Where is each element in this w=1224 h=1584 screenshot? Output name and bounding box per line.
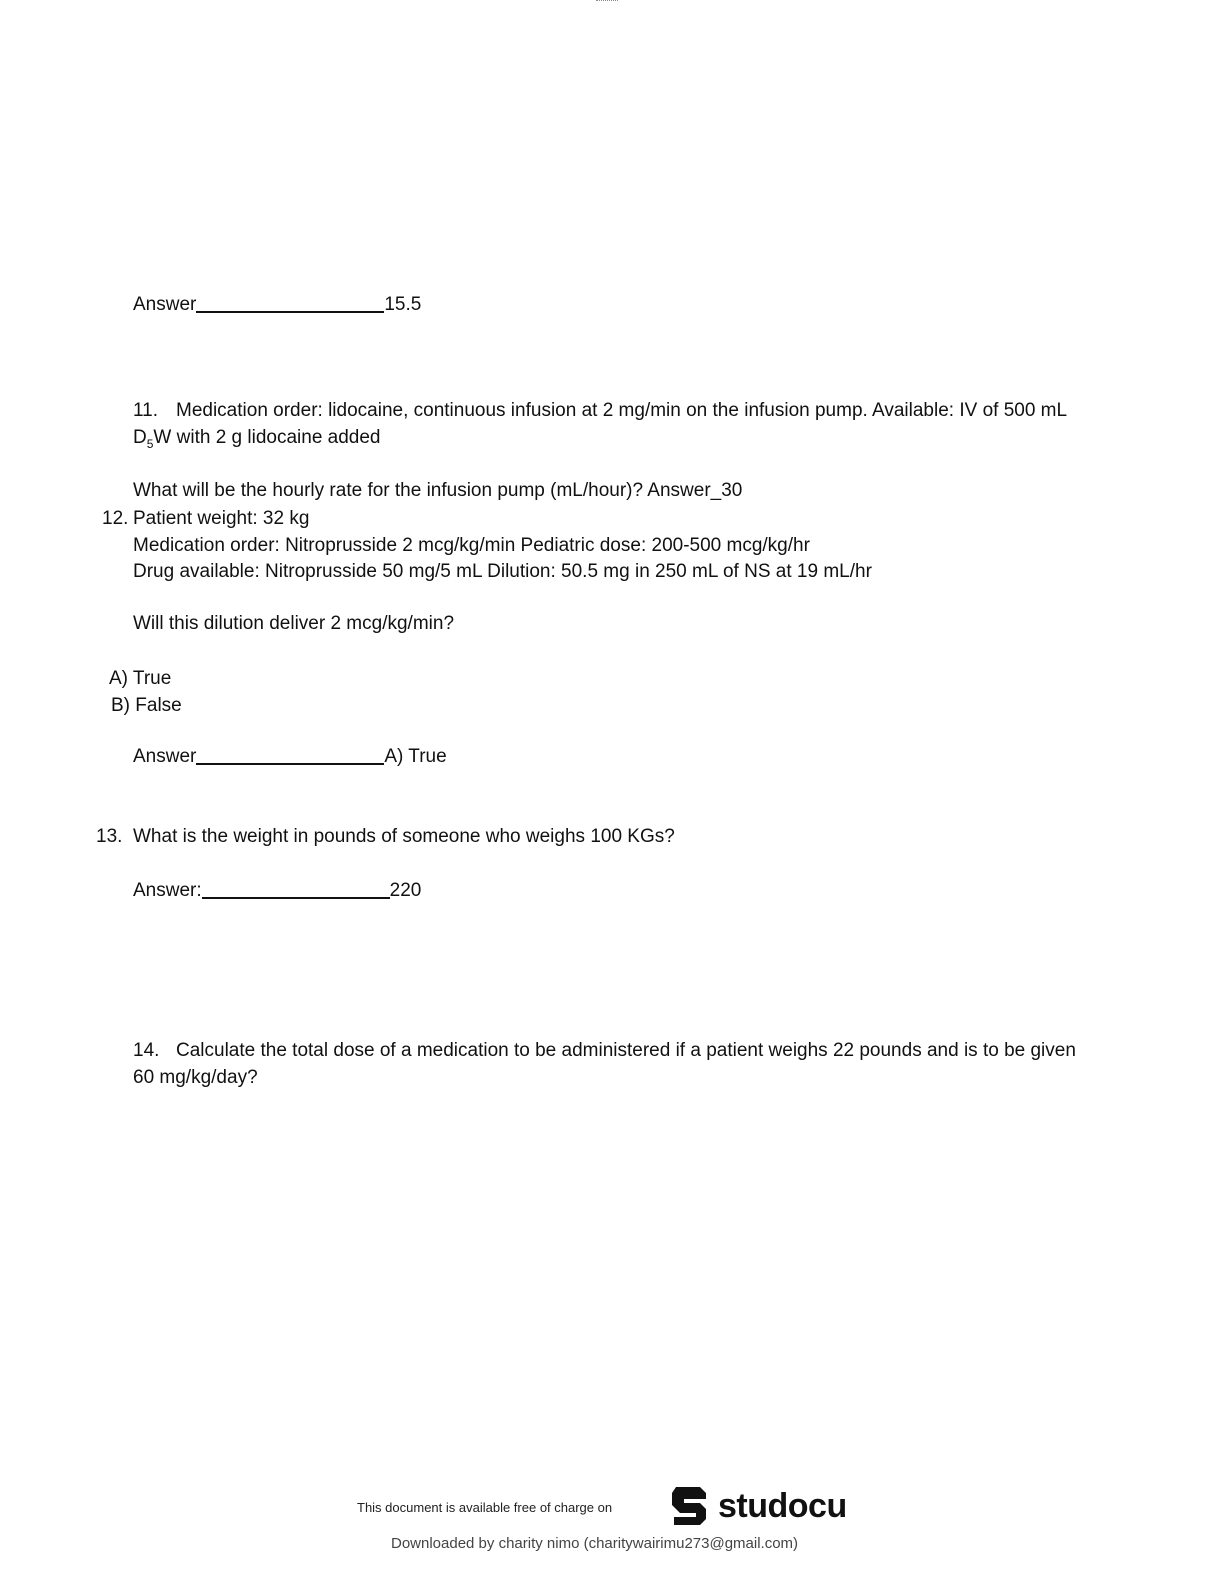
q11-line2-rest: W with 2 g lidocaine added — [153, 427, 381, 448]
q13-question: What is the weight in pounds of someone who weighs 100 KGs? — [133, 826, 675, 847]
q11-text-line1: Medication order: lidocaine, continuous infusion at 2 mg/min on the infusion pump. Available: IV of 500 mL — [176, 400, 1068, 421]
studocu-logo[interactable] — [666, 1483, 847, 1529]
q12-line1 — [102, 507, 309, 531]
footer-downloaded-text: Downloaded by charity nimo (charitywairimu273@gmail.com) — [391, 1535, 799, 1552]
q12-answer-line — [133, 745, 447, 769]
q11-line2 — [133, 426, 381, 450]
studocu-logo-text: studocu — [718, 1486, 847, 1525]
q13-answer-label: Answer: — [133, 880, 202, 901]
q12-option-b: B) False — [111, 695, 182, 716]
q13-answer-line — [133, 879, 421, 903]
q12-option-a: A) True — [109, 668, 172, 689]
q10-answer-label: Answer — [133, 294, 197, 315]
q10-answer-value: 15.5 — [384, 294, 422, 315]
q12-question: Will this dilution deliver 2 mcg/kg/min? — [133, 613, 455, 634]
studocu-logo-icon — [666, 1483, 712, 1529]
q12-line3: Drug available: Nitroprusside 50 mg/5 mL Dilution: 50.5 mg in 250 mL of NS at 19 mL/hr — [133, 561, 872, 582]
q14-number: 14. — [133, 1040, 160, 1061]
q12-line2: Medication order: Nitroprusside 2 mcg/kg/min Pediatric dose: 200-500 mcg/kg/hr — [133, 535, 810, 556]
q13-answer-blank — [202, 879, 390, 899]
q10-answer-line — [133, 293, 421, 317]
q10-answer-blank — [196, 293, 384, 313]
page-top-mark — [596, 0, 618, 4]
q12-text-line1: Patient weight: 32 kg — [133, 508, 310, 529]
q12-answer-blank — [196, 745, 384, 765]
q11-number: 11. — [133, 400, 159, 421]
q11-line2-prefix: D — [133, 427, 147, 448]
q12-answer-label: Answer — [133, 746, 197, 767]
q11-question: What will be the hourly rate for the infusion pump (mL/hour)? Answer_30 — [133, 480, 743, 501]
q11-line2-subscript: 5 — [146, 436, 154, 451]
q12-answer-value: A) True — [384, 746, 447, 767]
q11-line1 — [133, 399, 1067, 423]
q14-text-line1: Calculate the total dose of a medication to be administered if a patient weighs 22 pounds and is to be given — [176, 1040, 1076, 1061]
q14-line1 — [133, 1039, 1076, 1063]
q13-number: 13. — [96, 826, 123, 847]
q13-answer-value: 220 — [389, 880, 422, 901]
q14-line2: 60 mg/kg/day? — [133, 1067, 258, 1088]
q12-number: 12. — [102, 508, 129, 529]
footer-available-text: This document is available free of charge on — [357, 1500, 613, 1515]
q13-line1 — [96, 825, 675, 849]
